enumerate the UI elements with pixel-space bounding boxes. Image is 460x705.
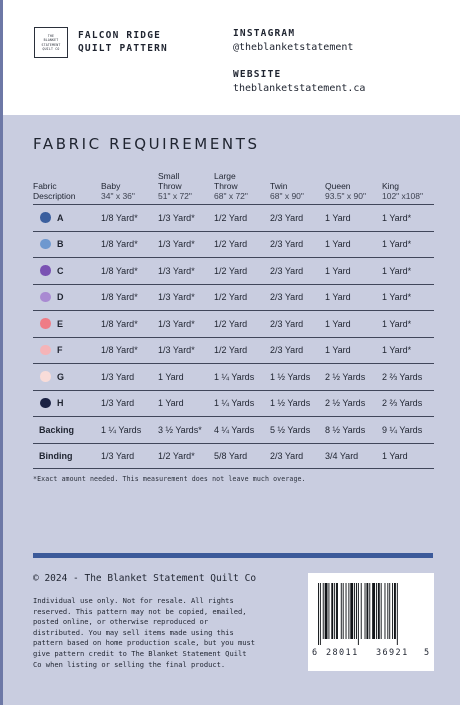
website-url: theblanketstatement.ca	[233, 83, 366, 94]
yardage-cell: 1 Yard	[325, 265, 351, 276]
barcode-digits-right: 36921	[376, 648, 409, 658]
yardage-cell: 5 ½ Yards	[270, 424, 311, 435]
barcode-digit-last: 5	[424, 648, 430, 658]
barcode-bar	[358, 583, 359, 645]
barcode-bars	[318, 583, 424, 645]
yardage-cell: 2/3 Yard	[270, 239, 304, 249]
fabric-name: H	[57, 398, 64, 408]
yardage-cell: 2 ⅔ Yards	[382, 371, 423, 382]
fabric-name: G	[57, 371, 65, 382]
content-panel	[3, 115, 460, 705]
yardage-cell: 1/3 Yard*	[158, 318, 195, 329]
table-row	[33, 231, 434, 258]
header	[3, 0, 460, 115]
column-header-name: Baby	[101, 181, 121, 191]
yardage-cell: 1/3 Yard	[101, 398, 135, 408]
yardage-cell: 1/2 Yard	[214, 212, 248, 223]
yardage-cell: 9 ¼ Yards	[382, 424, 423, 435]
yardage-cell: 1/8 Yard*	[101, 292, 138, 302]
yardage-cell: 1 Yard*	[382, 345, 412, 355]
column-header-size: 51" x 72"	[158, 191, 192, 201]
barcode-bar	[346, 583, 347, 639]
yardage-cell: 8 ½ Yards	[325, 424, 366, 435]
barcode-bar	[350, 583, 353, 639]
barcode-bar	[334, 583, 335, 639]
barcode-bar	[397, 583, 398, 645]
yardage-cell: 1/2 Yard	[214, 265, 248, 276]
yardage-cell: 2 ⅔ Yards	[382, 398, 423, 408]
fabric-name: F	[57, 345, 63, 355]
barcode-bar	[365, 583, 366, 639]
yardage-cell: 1 Yard	[325, 292, 351, 302]
legal-line: Individual use only. Not for resale. All rights	[33, 596, 234, 605]
barcode-bar	[376, 583, 377, 639]
website-label: WEBSITE	[233, 69, 282, 80]
copyright: © 2024 - The Blanket Statement Quilt Co	[33, 573, 257, 584]
column-header-name: Small Throw	[158, 171, 182, 191]
yardage-cell: 5/8 Yard	[214, 451, 248, 461]
barcode	[308, 573, 434, 671]
pattern-name-line2: QUILT PATTERN	[78, 43, 168, 54]
yardage-cell: 1 Yard*	[382, 265, 412, 276]
legal-line: posted online, or otherwise reproduced or	[33, 617, 209, 627]
yardage-cell: 1/2 Yard	[214, 318, 248, 329]
legal-line: pattern based on home production scale, but you must	[33, 638, 256, 648]
logo-line: QUILT CO	[42, 46, 60, 51]
barcode-bar	[328, 583, 329, 639]
barcode-bar	[392, 583, 393, 639]
footnote: *Exact amount needed. This measurement does not leave much overage.	[33, 475, 306, 483]
yardage-cell: 1/8 Yard*	[101, 318, 138, 329]
barcode-bar	[387, 583, 388, 639]
barcode-bar	[366, 583, 368, 639]
barcode-bar	[381, 583, 382, 639]
yardage-cell: 1 Yard	[325, 318, 351, 329]
fabric-swatch	[40, 345, 51, 356]
column-header	[214, 171, 248, 201]
barcode-bar	[372, 583, 375, 639]
yardage-cell: 1/2 Yard	[214, 239, 248, 249]
yardage-cell: 1 Yard	[382, 451, 408, 461]
column-header-size: 102" x108"	[382, 191, 424, 201]
barcode-bar	[378, 583, 380, 639]
pattern-name-line1: FALCON RIDGE	[78, 30, 162, 41]
yardage-cell: 3/4 Yard	[325, 451, 359, 461]
fabric-name: B	[57, 239, 64, 249]
yardage-cell: 1/3 Yard	[101, 371, 135, 382]
yardage-cell: 1 ¼ Yards	[214, 371, 255, 382]
legal-line: Co when listing or selling the final product.	[33, 659, 226, 669]
fabric-swatch	[40, 398, 51, 409]
yardage-cell: 2/3 Yard	[270, 292, 304, 302]
table-row	[33, 390, 434, 417]
legal-line: reserved. This pattern may not be copied, emailed,	[33, 606, 247, 616]
column-header-size: 93.5" x 90"	[325, 191, 367, 201]
column-header-name: Twin	[270, 181, 288, 191]
barcode-bar	[341, 583, 342, 639]
fabric-name: Backing	[39, 424, 75, 435]
yardage-cell: 1/2 Yard*	[158, 451, 195, 461]
column-header	[270, 181, 304, 201]
column-header	[101, 181, 135, 201]
table-row	[33, 363, 434, 390]
yardage-cell: 1 Yard	[325, 212, 351, 223]
barcode-bar	[394, 583, 396, 639]
barcode-digit-first: 6	[312, 648, 318, 658]
barcode-bar	[325, 583, 328, 639]
yardage-cell: 1 Yard	[325, 345, 351, 355]
yardage-cell: 3 ½ Yards*	[158, 424, 202, 435]
barcode-bar	[320, 583, 321, 645]
instagram-handle: @theblanketstatement	[233, 42, 354, 53]
yardage-cell: 1 ¼ Yards	[101, 424, 142, 435]
yardage-cell: 1/8 Yard*	[101, 345, 138, 355]
column-header-name: King	[382, 181, 400, 191]
yardage-cell: 1 Yard*	[382, 212, 412, 223]
barcode-bar	[356, 583, 357, 639]
barcode-bar	[361, 583, 362, 639]
barcode-bar	[336, 583, 338, 639]
column-header	[325, 181, 366, 201]
table-row	[33, 443, 434, 470]
column-header-size: 68" x 90"	[270, 191, 304, 201]
logo-line: THE	[47, 34, 55, 39]
barcode-bar	[318, 583, 319, 645]
yardage-cell: 1 ¼ Yards	[214, 398, 255, 408]
barcode-digits-left: 28011	[326, 648, 359, 658]
divider	[33, 553, 433, 558]
brand-logo	[34, 27, 68, 58]
barcode-bar	[354, 583, 355, 639]
table-row	[33, 204, 434, 231]
column-header	[158, 171, 192, 201]
yardage-cell: 1 Yard	[158, 371, 184, 382]
column-header-name: Fabric Description	[33, 181, 76, 201]
logo-line: BLANKET	[43, 38, 59, 43]
legal-notice	[33, 596, 303, 670]
yardage-cell: 1 Yard*	[382, 239, 412, 249]
fabric-requirements-table	[33, 165, 434, 469]
yardage-cell: 1 ½ Yards	[270, 371, 311, 382]
fabric-swatch	[40, 292, 51, 303]
contact-info	[233, 28, 365, 96]
yardage-cell: 1/8 Yard*	[101, 239, 138, 249]
column-header-name: Large Throw	[214, 171, 238, 191]
yardage-cell: 2/3 Yard	[270, 345, 304, 355]
barcode-bar	[343, 583, 344, 639]
yardage-cell: 1/2 Yard	[214, 292, 248, 302]
column-header-size: 34" x 36"	[101, 191, 135, 201]
column-header-size: 68" x 72"	[214, 191, 248, 201]
section-title: FABRIC REQUIREMENTS	[33, 135, 260, 153]
barcode-bar	[385, 583, 386, 639]
yardage-cell: 1/3 Yard*	[158, 212, 195, 223]
yardage-cell: 1/3 Yard*	[158, 292, 195, 302]
table-row	[33, 284, 434, 311]
legal-line: distributed. You may sell items made using this	[33, 627, 234, 637]
fabric-name: D	[57, 292, 64, 302]
barcode-bar	[331, 583, 333, 639]
yardage-cell: 1/3 Yard	[101, 451, 135, 461]
fabric-swatch	[40, 318, 51, 329]
column-header	[33, 181, 76, 201]
fabric-swatch	[40, 212, 51, 223]
yardage-cell: 2/3 Yard	[270, 212, 304, 223]
yardage-cell: 1 Yard*	[382, 318, 412, 329]
table-row	[33, 416, 434, 443]
column-header-name: Queen	[325, 181, 351, 191]
yardage-cell: 1/8 Yard*	[101, 212, 138, 223]
yardage-cell: 1/2 Yard	[214, 345, 248, 355]
table-header	[33, 165, 434, 204]
fabric-swatch	[40, 371, 51, 382]
fabric-name: E	[57, 318, 64, 329]
fabric-name: C	[57, 265, 64, 276]
barcode-bar	[348, 583, 349, 639]
instagram-label: INSTAGRAM	[233, 28, 296, 39]
barcode-bar	[369, 583, 370, 639]
table-row	[33, 257, 434, 284]
table-body	[33, 204, 434, 469]
yardage-cell: 4 ¼ Yards	[214, 424, 255, 435]
barcode-bar	[323, 583, 324, 639]
yardage-cell: 2 ½ Yards	[325, 398, 366, 408]
yardage-cell: 1 Yard	[158, 398, 184, 408]
yardage-cell: 1 ½ Yards	[270, 398, 311, 408]
pattern-name	[78, 29, 168, 55]
yardage-cell: 1 Yard	[325, 239, 351, 249]
yardage-cell: 2/3 Yard	[270, 451, 304, 461]
legal-line: give pattern credit to The Blanket Statement Quilt	[33, 648, 247, 658]
yardage-cell: 1/3 Yard*	[158, 239, 195, 249]
yardage-cell: 2/3 Yard	[270, 318, 304, 329]
logo-line: STATEMENT	[41, 42, 61, 47]
yardage-cell: 2 ½ Yards	[325, 371, 366, 382]
fabric-name: A	[57, 212, 64, 223]
table-row	[33, 337, 434, 364]
yardage-cell: 1 Yard*	[382, 292, 412, 302]
column-header	[382, 181, 423, 201]
table-row	[33, 310, 434, 337]
yardage-cell: 1/8 Yard*	[101, 265, 138, 276]
yardage-cell: 1/3 Yard*	[158, 345, 195, 355]
fabric-name: Binding	[39, 451, 73, 461]
fabric-swatch	[40, 239, 51, 250]
barcode-bar	[389, 583, 390, 639]
yardage-cell: 1/3 Yard*	[158, 265, 195, 276]
fabric-swatch	[40, 265, 51, 276]
yardage-cell: 2/3 Yard	[270, 265, 304, 276]
